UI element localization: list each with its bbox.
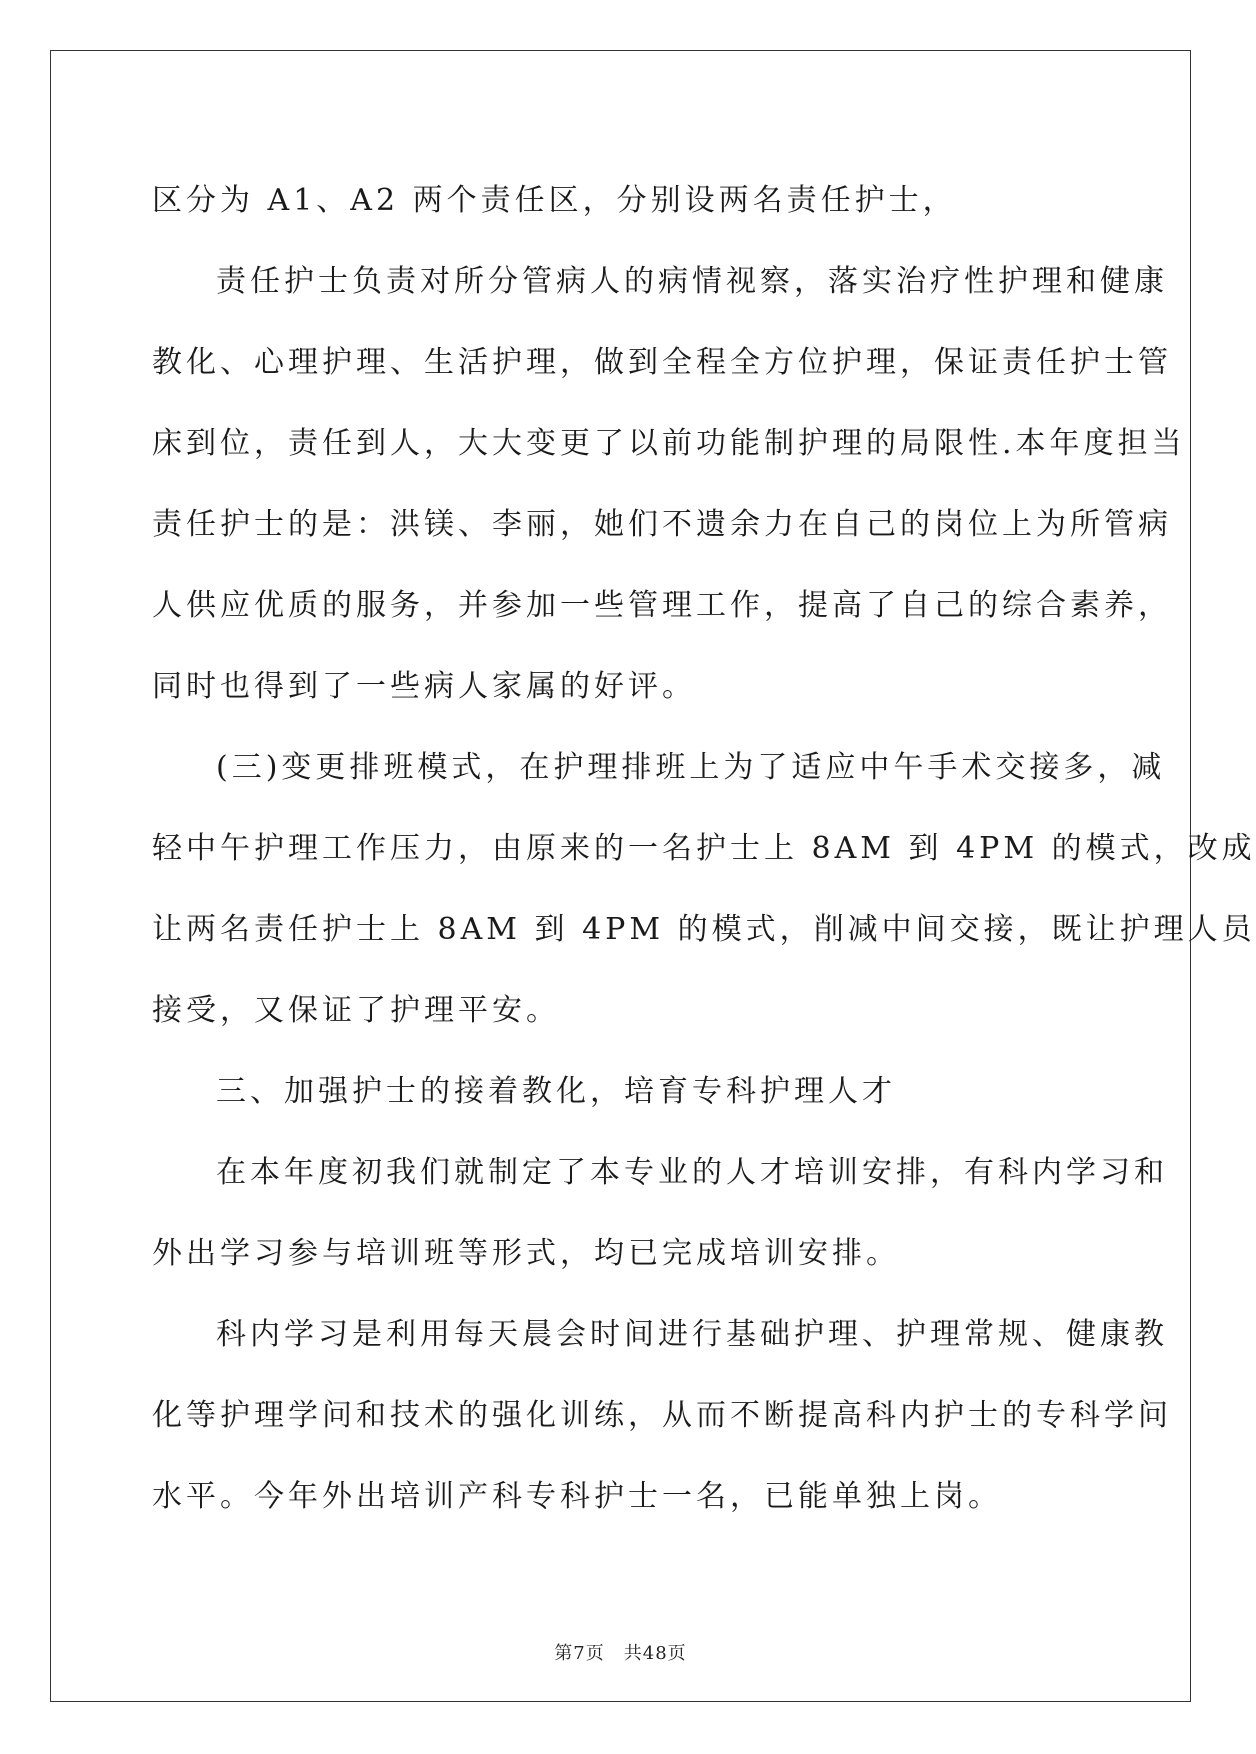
text-line: 床到位，责任到人，大大变更了以前功能制护理的局限性.本年度担当 — [152, 426, 1186, 461]
text-line: 三、加强护士的接着教化，培育专科护理人才 — [216, 1074, 896, 1109]
document-body — [152, 160, 1256, 1537]
text-line: (三)变更排班模式，在护理排班上为了适应中午手术交接多，减 — [216, 750, 1166, 785]
text-line: 责任护士的是：洪镁、李丽，她们不遗余力在自己的岗位上为所管病 — [152, 507, 1172, 542]
text-line: 让两名责任护士上 8AM 到 4PM 的模式，削减中间交接，既让护理人员 — [152, 912, 1256, 947]
text-line: 轻中午护理工作压力，由原来的一名护士上 8AM 到 4PM 的模式，改成 — [152, 831, 1256, 866]
text-line: 科内学习是利用每天晨会时间进行基础护理、护理常规、健康教 — [216, 1317, 1168, 1352]
text-line: 水平。今年外出培训产科专科护士一名，已能单独上岗。 — [152, 1479, 1002, 1514]
text-line: 同时也得到了一些病人家属的好评。 — [152, 669, 696, 704]
text-line: 化等护理学问和技术的强化训练，从而不断提高科内护士的专科学问 — [152, 1398, 1172, 1433]
text-line: 外出学习参与培训班等形式，均已完成培训安排。 — [152, 1236, 900, 1271]
text-line: 人供应优质的服务，并参加一些管理工作，提高了自己的综合素养， — [152, 588, 1172, 623]
text-line: 区分为 A1、A2 两个责任区，分别设两名责任护士， — [152, 183, 957, 218]
text-line: 教化、心理护理、生活护理，做到全程全方位护理，保证责任护士管 — [152, 345, 1172, 380]
page-number-footer: 第7页 共48页 — [554, 1643, 687, 1664]
text-line: 在本年度初我们就制定了本专业的人才培训安排，有科内学习和 — [216, 1155, 1168, 1190]
text-line: 责任护士负责对所分管病人的病情视察，落实治疗性护理和健康 — [216, 264, 1168, 299]
text-line: 接受，又保证了护理平安。 — [152, 993, 560, 1028]
